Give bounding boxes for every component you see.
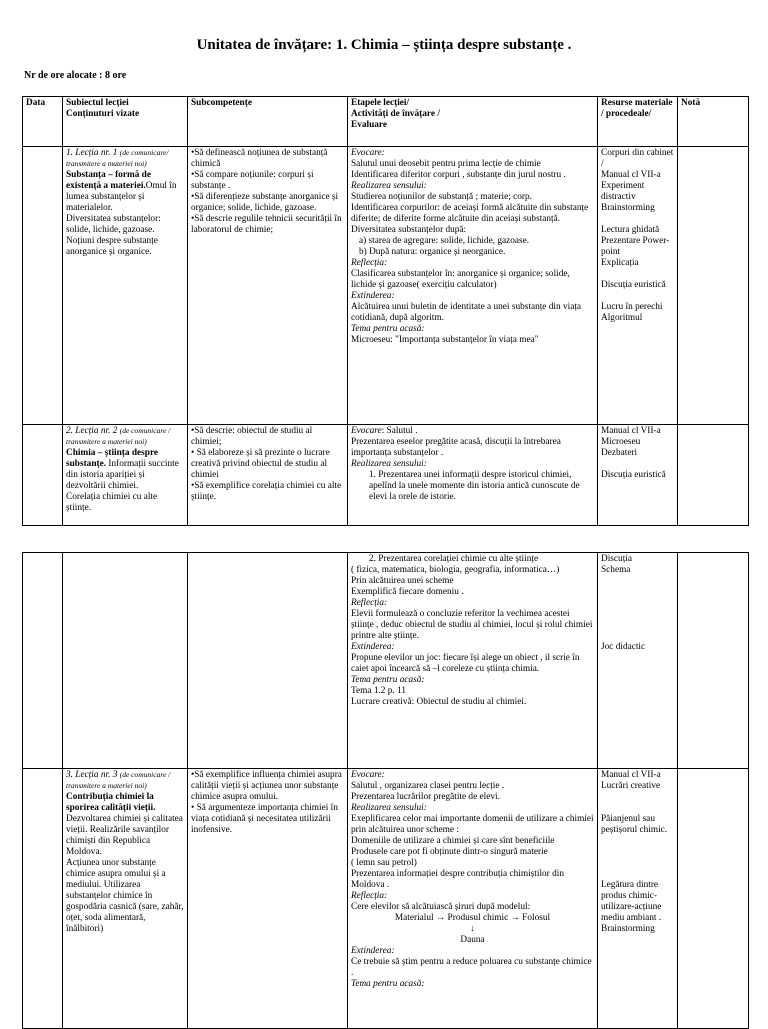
- competence-item: • Să elaboreze și să prezinte o lucrare creativă privind obiectul de studiu al chimiei: [191, 448, 330, 480]
- date-cell: [23, 769, 63, 1029]
- stage-text: Propune elevilor un joc: fiecare își alege un obiect , il scrie în caiet apoi încearcă să –l coreleze cu știința chimia.: [351, 653, 580, 674]
- resources-cell: [598, 769, 678, 1029]
- competence-item: •Să descrie regulile tehnicii securității în laboratorul de chimie;: [191, 214, 342, 235]
- competence-item: •Să exemplifice influența chimiei asupra calității vieții și acțiunea unor substanțe chimice asupra omului.: [191, 770, 342, 802]
- stage-text: Cere elevilor să alcătuiască șiruri după modelul:: [351, 902, 531, 912]
- lesson-title: Contribuția chimiei la sporirea calității vieții.: [66, 792, 156, 813]
- stage-heading: Realizarea sensului:: [351, 459, 427, 469]
- resources-cell: [598, 425, 678, 526]
- stage-heading: Tema pentru acasă:: [351, 324, 425, 334]
- page-title: Unitatea de învățare: 1. Chimia – știința despre substanțe .: [196, 37, 572, 53]
- resource-item: Joc didactic: [601, 642, 646, 652]
- list-item: 1. Prezentarea unei informații despre istoricul chimiei, apelînd la unele momente din istoria antică cunoscute de elevi la orele de istorie.: [369, 470, 580, 502]
- resource-item: Discuția: [601, 554, 632, 564]
- resource-item: Corpuri din cabinet /: [601, 148, 674, 169]
- subject-cell: [63, 769, 188, 1029]
- competence-item: •Să exemplifice corelația chimiei cu alte științe.: [191, 481, 342, 502]
- competences-cell: [188, 425, 348, 526]
- hours-allocated: Nr de ore alocate : 8 ore: [24, 70, 127, 81]
- resource-item: Manual cl VII-a: [601, 426, 661, 436]
- resource-item: Legătura dintre produs chimic-utilizare-acțiune mediu ambiant .: [601, 880, 662, 923]
- competence-item: •Să descrie: obiectul de studiu al chimiei;: [191, 426, 313, 447]
- subject-cell: [63, 425, 188, 526]
- stages-cell: [348, 425, 598, 526]
- resource-item: Lucru în perechi: [601, 302, 663, 312]
- stage-text: Elevii formulează o concluzie referitor la vechimea acestei științe , deduc obiectul de studiu al chimiei, locul și rolul chimiei printre alte științe.: [351, 609, 593, 641]
- header-competences: Subcompetențe: [188, 97, 348, 147]
- resources-cell: [598, 553, 678, 769]
- resources-cell: [598, 147, 678, 425]
- resource-item: Lucrări creative: [601, 781, 661, 791]
- stage-heading: Reflecția:: [351, 598, 388, 608]
- resource-item: Dezbateri: [601, 448, 638, 458]
- resource-item: Schema: [601, 565, 631, 575]
- header-data: Data: [23, 97, 63, 147]
- list-item: 2. Prezentarea corelației chimie cu alte științe: [369, 554, 539, 564]
- resource-item: Manual cl VII-a: [601, 770, 661, 780]
- date-cell: [23, 425, 63, 526]
- resource-item: Prezentare Power- point: [601, 236, 670, 257]
- resource-item: Explicația: [601, 258, 639, 268]
- header-subject: Subiectul lecției Conținuturi vizate: [63, 97, 188, 147]
- stage-text: : Salutul . Prezentarea eseelor pregătite acasă, discuții la întrebarea importanța substanțelor .: [351, 426, 561, 458]
- competences-cell: [188, 147, 348, 425]
- resource-item: Discuția euristică: [601, 470, 666, 480]
- header-note: Notă: [678, 97, 749, 147]
- stage-text: Salutul , organizarea clasei pentru lecție . Prezentarea lucrărilor pregătite de elevi.: [351, 781, 505, 802]
- lesson-title: Substanța – formă de existență a materiei.: [66, 170, 151, 191]
- stage-heading: Tema pentru acasă:: [351, 675, 425, 685]
- stage-heading: Evocare:: [351, 770, 385, 780]
- resource-item: Algoritmul: [601, 313, 643, 323]
- stage-heading: Realizarea sensului:: [351, 803, 427, 813]
- lesson-plan-table: [22, 96, 749, 526]
- stage-heading: Realizarea sensului:: [351, 181, 427, 191]
- note-cell: [678, 553, 749, 769]
- resource-item: Brainstorming: [601, 203, 655, 213]
- resource-item: Brainstorming: [601, 924, 655, 934]
- resource-item: Discuția euristică: [601, 280, 666, 290]
- note-cell: [678, 147, 749, 425]
- stage-heading: Reflecția:: [351, 258, 388, 268]
- model-chain: Materialul → Produsul chimic → Folosul: [394, 913, 551, 923]
- resource-item: Experiment distractiv: [601, 181, 645, 202]
- resource-item: Lectura ghidată: [601, 225, 660, 235]
- stage-text: Diversitatea substanțelor după:: [351, 225, 467, 235]
- stage-text: Ce trebuie să știm pentru a reduce poluarea cu substanțe chimice .: [351, 957, 592, 978]
- stage-text: Alcătuirea unui buletin de identitate a unei substanțe din viața cotidiană, după algoritm.: [351, 302, 582, 323]
- stages-cell: [348, 553, 598, 769]
- date-cell: [23, 553, 63, 769]
- model-harm: Dauna: [460, 935, 485, 945]
- subject-cell: [63, 553, 188, 769]
- table-row: [23, 425, 749, 526]
- stage-text: Exeplificarea celor mai importante domenii de utilizare a chimiei prin alcătuirea unor scheme : Domeniile de utilizare a chimiei și care sînt beneficiile Produsele care pot fi obținute dintr-o singură materie ( lemn sau petrol) Prezentarea informației despre contribuția chimiștilor din Moldova .: [351, 814, 594, 890]
- stage-heading: Extinderea:: [351, 642, 395, 652]
- stage-heading: Extinderea:: [351, 291, 395, 301]
- competence-item: •Să diferențieze substanțe anorganice și organice; solide, lichide, gazoase.: [191, 192, 339, 213]
- date-cell: [23, 147, 63, 425]
- resource-item: Microeseu: [601, 437, 641, 447]
- lesson-type: (de comunicare/ transmitere a materiei noi): [66, 148, 169, 168]
- competence-item: •Să compare noțiunile: corpuri și substanțe .: [191, 170, 314, 191]
- list-item: a) starea de agregare: solide, lichide, gazoase.: [359, 236, 530, 246]
- arrow-down-icon: ↓: [470, 924, 475, 934]
- stage-heading: Evocare:: [351, 148, 385, 158]
- stage-text: ( fizica, matematica, biologia, geografia, informatica…) Prin alcătuirea unei scheme Exemplifică fiecare domeniu .: [351, 565, 560, 597]
- lesson-label: 3. Lecția nr. 3: [66, 770, 118, 780]
- lesson-label: 2. Lecția nr. 2: [66, 426, 118, 436]
- competence-item: •Să definească noțiunea de substanță chimică: [191, 148, 328, 169]
- lesson-plan-table-continued: [22, 552, 749, 1029]
- header-resources: Resurse materiale / procedeale/: [598, 97, 678, 147]
- stage-heading: Evocare: [351, 426, 382, 436]
- lesson-label: 1. Lecția nr. 1: [66, 148, 118, 158]
- stage-text: Clasificarea substanțelor în: anorganice și organice; solide, lichide și gazoase( exercițiu calculator): [351, 269, 570, 290]
- lesson-title: Chimia – știința despre substanțe.: [66, 448, 159, 469]
- lesson-type: (de comunicare / transmitere a materiei noi): [66, 426, 171, 446]
- stage-heading: Reflecția:: [351, 891, 388, 901]
- competence-item: • Să argumenteze importanța chimiei în viața cotidiană și necesitatea utilizării inofensive.: [191, 803, 338, 835]
- note-cell: [678, 425, 749, 526]
- competences-cell: [188, 553, 348, 769]
- table-header-row: [23, 97, 749, 147]
- list-item: b) După natura: organice și neorganice.: [359, 247, 506, 257]
- stage-heading: Tema pentru acasă:: [351, 979, 425, 989]
- stage-text: Salutul unui deosebit pentru prima lecție de chimie Identificarea diferitor corpuri , substanțe din jurul nostru .: [351, 159, 566, 180]
- note-cell: [678, 769, 749, 1029]
- competences-cell: [188, 769, 348, 1029]
- table-row: [23, 147, 749, 425]
- resource-item: Păianjenul sau peștișorul chimic.: [601, 814, 668, 835]
- resource-item: Manual cl VII-a: [601, 170, 661, 180]
- table-row: [23, 553, 749, 769]
- lesson-content: Omul în lumea substanțelor și materialelor. Diversitatea substanțelor: solide, lichide, gazoase. Noțiuni despre substanțe anorganice și organice.: [66, 181, 177, 257]
- stage-text: Tema 1.2 p. 11 Lucrare creativă: Obiectul de studiu al chimiei.: [351, 686, 527, 707]
- stages-cell: [348, 769, 598, 1029]
- stage-text: Microeseu: "Importanța substanțelor în viața mea": [351, 335, 539, 345]
- lesson-content: Dezvoltarea chimiei și calitatea vieții. Realizările savanților chimiști din Republica Moldova. Acțiunea unor substanțe chimice asupra omului și a mediului. Utilizarea substanțelor chimice în gospodăria casnică (sare, zahăr, oțet, soda alimentară, înălbitori): [66, 814, 184, 934]
- lesson-type: (de comunicare / transmitere a materiei noi): [66, 770, 171, 790]
- subject-cell: [63, 147, 188, 425]
- header-stages: Etapele lecției/ Activități de învățare / Evaluare: [348, 97, 598, 147]
- lesson-content: Informații succinte din istoria apariției și dezvoltării chimiei. Corelația chimiei cu alte științe.: [66, 459, 179, 513]
- stage-text: Studierea noțiunilor de substanță ; materie; corp. Identificarea corpurilor: de aceiași formă alcătuite din substanțe diferite; de diferite forme alcătuite din aceiași substanță.: [351, 192, 589, 224]
- stage-heading: Extinderea:: [351, 946, 395, 956]
- table-row: [23, 769, 749, 1029]
- stages-cell: [348, 147, 598, 425]
